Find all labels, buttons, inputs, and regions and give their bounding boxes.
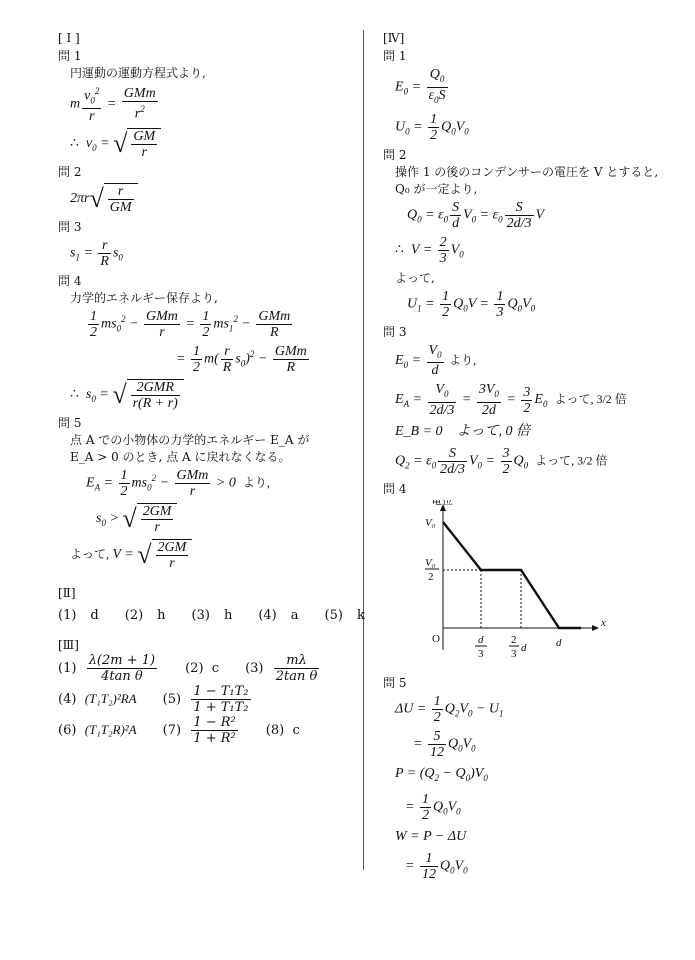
ii-answer-5 (325, 601, 365, 631)
tick-d3-den: 3 (478, 648, 484, 661)
section-II-answers (58, 601, 365, 631)
iv-q5-eq-3: $P = (Q_2 - Q_0)V_0$ (395, 766, 488, 783)
v0half-num: V₀ (425, 557, 436, 570)
iii-6-number: (6) (58, 723, 77, 739)
section-III-row-2 (58, 684, 358, 715)
x-axis-arrow (592, 625, 599, 631)
section-II-heading: [Ⅱ] (58, 586, 76, 601)
q4-text: 力学的エネルギー保存より, (70, 291, 218, 306)
iii-6-answer: (T₁T₂R)²A (84, 722, 137, 738)
iii-2-number: (2) (185, 660, 204, 676)
iv-q2-text-2: Q₀ が一定より, (395, 181, 478, 196)
iii-7-answer: $\frac{\text{1 − R²}}{\text{1 + R²}}$ (193, 715, 236, 747)
tick-2d3-num: 2 (511, 634, 517, 647)
iii-7-number: (7) (162, 723, 182, 739)
iv-q2-yotte: よって, (395, 270, 435, 285)
iv-q1-eq-2: $U_0$ = $\frac{1}{2}$ $Q_0V_0$ (395, 111, 469, 143)
iv-q2-text-1: 操作 1 の後のコンデンサーの電圧を V とすると, (395, 164, 659, 179)
iii-1-number: (1) (58, 661, 77, 677)
iii-5-number: (5) (162, 692, 182, 708)
iii-5-answer: $\frac{\text{1 − T₁T₂}}{\text{1 + T₁T₂}}$ (193, 684, 249, 716)
iv-q5-eq-1: ΔU = $\frac{1}{2}$ $Q_2V_0 - U_1$ (395, 694, 504, 726)
iii-2-answer: c (211, 660, 220, 676)
q5-text-1: 点 A での小物体の力学的エネルギー E_A が (70, 433, 310, 448)
q1-result: ∴ $v_0$ = √ $\frac{GM}{r}$ (70, 128, 358, 160)
tick-2d3-var: d (521, 642, 527, 655)
y-axis-label: 電位 (431, 500, 453, 508)
section-III-heading: [Ⅲ] (58, 638, 79, 653)
ii-answer-number: (1) (58, 608, 77, 624)
q5-equation: $E_A$ = $\frac{1}{2}$ $ms_0^2$ − $\frac{\text{GMm}}{r}$ > 0 より, (86, 468, 270, 500)
v0-label: V₀ (425, 517, 436, 530)
potential-graph (417, 500, 617, 670)
origin-label: O (432, 633, 440, 646)
q1-text: 円運動の運動方程式より, (70, 66, 206, 80)
left-column (58, 30, 365, 747)
section-IV-heading: [Ⅳ] (383, 31, 405, 45)
potential-curve (443, 522, 581, 628)
ii-answer-4 (258, 601, 298, 631)
q5-text-2: E_A > 0 のとき, 点 A に戻れなくなる。 (70, 450, 291, 465)
right-column (383, 30, 683, 886)
tick-2d3-den: 3 (511, 648, 517, 661)
iv-q1-label: 問 1 (383, 49, 407, 63)
iii-3-answer: $\frac{m\lambda}{\text{2tan θ}}$ (275, 653, 318, 685)
q3-equation: $s_1$ = $\frac{r}{R}$ $s_0$ (70, 238, 123, 270)
iv-q2-eq-2: ∴ V = $\frac{2}{3}$ $V_0$ (395, 234, 464, 266)
section-III-row-3 (58, 715, 358, 746)
q4-label: 問 4 (58, 274, 82, 289)
iv-q3-eq-1: $E_0$ = $\frac{V_0}{d}$ より, (395, 342, 477, 379)
iv-q5-eq-5: W = P − ΔU (395, 828, 467, 844)
q5-label: 問 5 (58, 416, 82, 431)
iv-q5-eq-2: = $\frac{5}{12}$ $Q_0V_0$ (413, 729, 476, 761)
ii-answer-2 (125, 601, 166, 631)
x-axis-label: x (601, 617, 606, 630)
column-divider (363, 30, 364, 870)
q4-equation-1: $\frac{1}{2}$ $ms_0^2$ − $\frac{\text{GMm}}{r}$ = $\frac{1}{2}$ $ms_1^2$ − $\frac{\text{GMm}}{R}$ (90, 309, 291, 341)
iv-q1-eq-1: $E_0$ = $\frac{Q_0}{\varepsilon_0S}$ (395, 67, 446, 105)
q4-equation-2: = $\frac{1}{2}$ m( $\frac{r}{R}$ $s_0)^2$ − $\frac{\text{GMm}}{R}$ (176, 344, 307, 376)
ii-answer-number: (4) (258, 608, 277, 624)
iv-q3-eq-2: $E_A$ = $\frac{V_0}{2d/3}$ = $\frac{3V_0}{2d}$ = $\frac{3}{2}$ $E_0$ よって, 3/2 倍 (395, 382, 627, 419)
section-I-heading: [ I ] (58, 31, 80, 45)
q1-label: 問 1 (58, 49, 82, 63)
iii-3-number: (3) (245, 661, 264, 677)
iv-q5-eq-6: = $\frac{1}{12}$ $Q_0V_0$ (405, 850, 468, 882)
iv-q2-eq-1: $Q_0 = \varepsilon_0$ $\frac{S}{d}$ $V_0 = \varepsilon_0$ $\frac{S}{2d/3}$ V (407, 199, 545, 231)
iii-4-answer: (T₁T₂)²RA (84, 691, 137, 707)
ii-answer-value: h (223, 608, 233, 624)
iv-q3-label: 問 3 (383, 324, 407, 339)
q1-equation: m $\frac{v_0^2}{r}$ = $\frac{\text{GMm}}{r^2}$ (70, 86, 156, 125)
iv-q2-label: 問 2 (383, 147, 407, 162)
q5-inequality: $s_0$ > √ $\frac{2GM}{r}$ (96, 503, 358, 535)
q2-equation: 2πr√ $\frac{r}{GM}$ (70, 183, 358, 215)
iii-8-answer: c (292, 722, 300, 738)
iv-q4-label: 問 4 (383, 482, 407, 497)
ii-answer-value: d (90, 608, 99, 624)
iv-q3-eq-4: $Q_2 = \varepsilon_0$ $\frac{S}{2d/3}$ $V_0$ = $\frac{3}{2}$ $Q_0$ よって, 3/2 倍 (395, 446, 608, 478)
ii-answer-3 (192, 601, 233, 631)
iv-q2-eq-3: $U_1$ = $\frac{1}{2}$ $Q_0V$ = $\frac{1}{3}$ $Q_0V_0$ (407, 288, 536, 320)
ii-answer-number: (3) (191, 608, 210, 624)
ii-answer-value: h (157, 608, 166, 624)
iii-1-answer: $\frac{\lambda(2m + 1)}{\text{4tan θ}}$ (88, 653, 156, 685)
iv-q3-eq-3: E_B = 0 よって, 0 倍 (395, 424, 531, 440)
q5-result: よって, V = √ $\frac{2GM}{r}$ (70, 539, 358, 571)
section-III-row-1 (58, 653, 358, 684)
iv-q5-eq-4: = $\frac{1}{2}$ $Q_0V_0$ (405, 791, 461, 823)
tick-d3-num: d (478, 634, 484, 647)
ii-answer-number: (5) (324, 608, 343, 624)
q4-result: ∴ $s_0$ = √ $\frac{\text{2GMR}}{r(R + r)}$ (70, 379, 358, 411)
ii-answer-value: k (356, 608, 365, 624)
q2-label: 問 2 (58, 165, 82, 180)
q3-label: 問 3 (58, 220, 82, 235)
iv-q5-label: 問 5 (383, 676, 407, 691)
iii-4-number: (4) (58, 692, 77, 708)
tick-d-label: d (556, 637, 562, 650)
iii-8-number: (8) (265, 722, 285, 738)
ii-answer-value: a (290, 608, 299, 624)
v0half-den: 2 (428, 571, 434, 584)
ii-answer-number: (2) (124, 608, 144, 624)
ii-answer-1 (58, 601, 99, 631)
